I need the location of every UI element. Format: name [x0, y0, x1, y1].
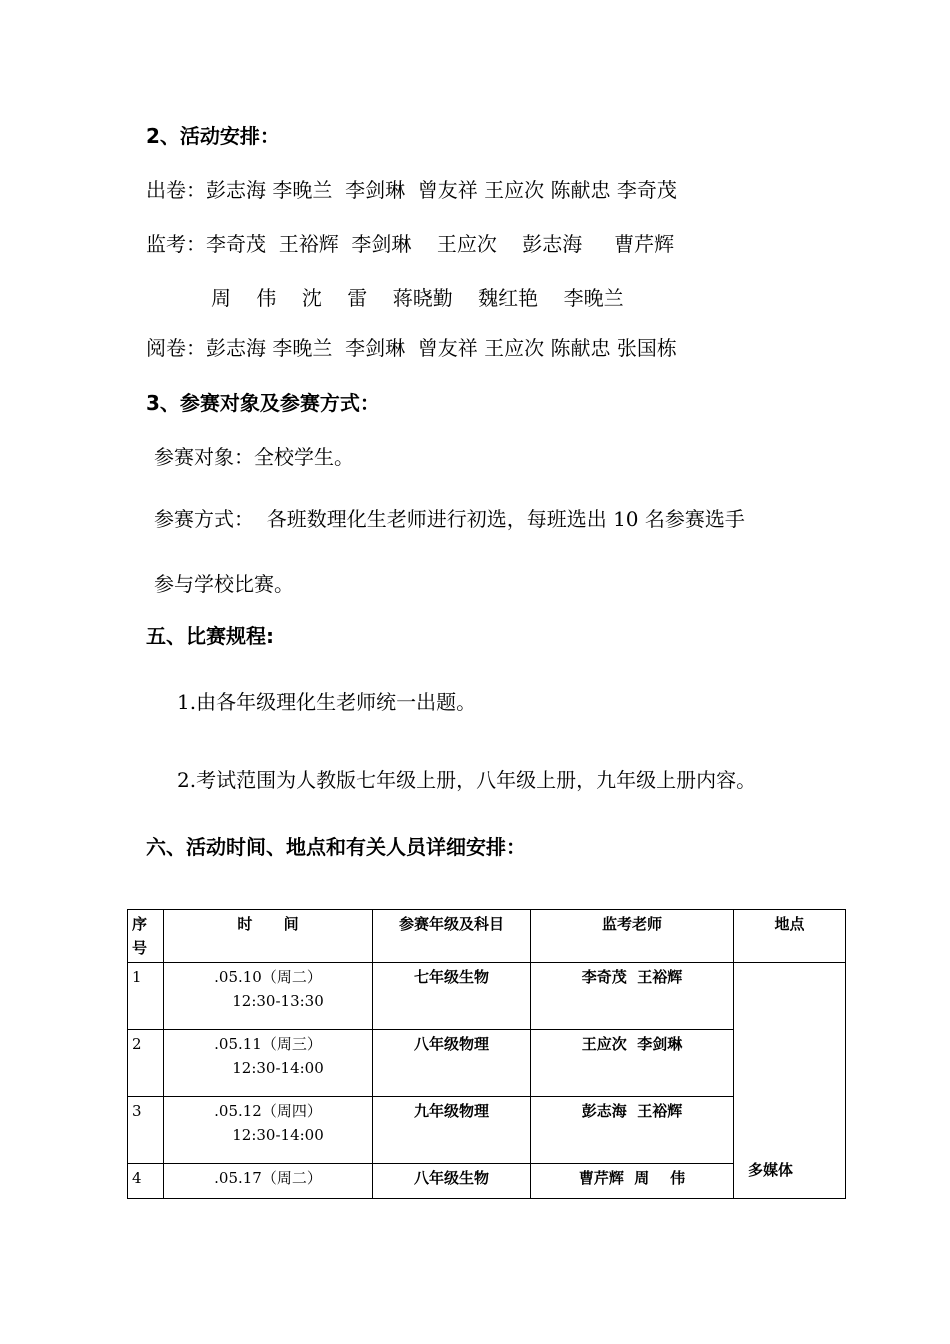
table-row — [128, 963, 846, 1030]
row-no: 1 — [128, 963, 164, 1030]
section-5-heading: 五、比赛规程: — [146, 624, 274, 648]
schedule-table — [127, 909, 846, 1199]
participants-line: 参赛对象：全校学生。 — [154, 445, 354, 469]
graders-line: 阅卷：彭志海 李晚兰 李剑琳 曾友祥 王应次 陈献忠 张国栋 — [146, 336, 677, 360]
rule-1: 1.由各年级理化生老师统一出题。 — [177, 690, 477, 714]
row-no: 4 — [128, 1164, 164, 1199]
header-time: 时 间 — [164, 910, 373, 963]
row-time — [164, 963, 373, 1030]
row-grade-subject: 九年级物理 — [373, 1097, 531, 1164]
place-cell: 多媒体 — [734, 963, 846, 1199]
row-no: 3 — [128, 1097, 164, 1164]
paper-setters-line: 出卷：彭志海 李晚兰 李剑琳 曾友祥 王应次 陈献忠 李奇茂 — [146, 178, 677, 202]
row-grade-subject: 八年级生物 — [373, 1164, 531, 1199]
row-grade-subject: 七年级生物 — [373, 963, 531, 1030]
header-grade-subject: 参赛年级及科目 — [373, 910, 531, 963]
row-time — [164, 1097, 373, 1164]
row-time — [164, 1164, 373, 1199]
row-date: .05.11（周三） — [214, 1035, 322, 1053]
row-proctor: 王应次 李剑琳 — [531, 1030, 734, 1097]
header-no: 序号 — [128, 910, 164, 963]
section-2-heading: 2、活动安排： — [146, 124, 280, 148]
row-proctor: 曹芹辉 周 伟 — [531, 1164, 734, 1199]
row-hours: 12:30-13:30 — [232, 992, 324, 1010]
proctors-line-2: 周 伟 沈 雷 蒋晓勤 魏红艳 李晚兰 — [211, 286, 624, 310]
section-3-heading: 3、参赛对象及参赛方式： — [146, 391, 380, 415]
row-hours: 12:30-14:00 — [232, 1059, 324, 1077]
section-6-heading: 六、活动时间、地点和有关人员详细安排： — [146, 835, 526, 859]
header-proctor: 监考老师 — [531, 910, 734, 963]
participation-method-line-1: 参赛方式： 各班数理化生老师进行初选，每班选出 10 名参赛选手 — [154, 507, 745, 531]
row-grade-subject: 八年级物理 — [373, 1030, 531, 1097]
row-date: .05.12（周四） — [214, 1102, 322, 1120]
row-proctor: 彭志海 王裕辉 — [531, 1097, 734, 1164]
proctors-line-1: 监考：李奇茂 王裕辉 李剑琳 王应次 彭志海 曹芹辉 — [146, 232, 675, 256]
row-hours: 12:30-14:00 — [232, 1126, 324, 1144]
row-no: 2 — [128, 1030, 164, 1097]
participation-method-line-2: 参与学校比赛。 — [154, 572, 294, 596]
row-proctor: 李奇茂 王裕辉 — [531, 963, 734, 1030]
row-time — [164, 1030, 373, 1097]
header-place: 地点 — [734, 910, 846, 963]
table-header-row — [128, 910, 846, 963]
rule-2: 2.考试范围为人教版七年级上册，八年级上册，九年级上册内容。 — [177, 768, 757, 792]
row-date: .05.17（周二） — [214, 1169, 322, 1187]
row-date: .05.10（周二） — [214, 968, 322, 986]
